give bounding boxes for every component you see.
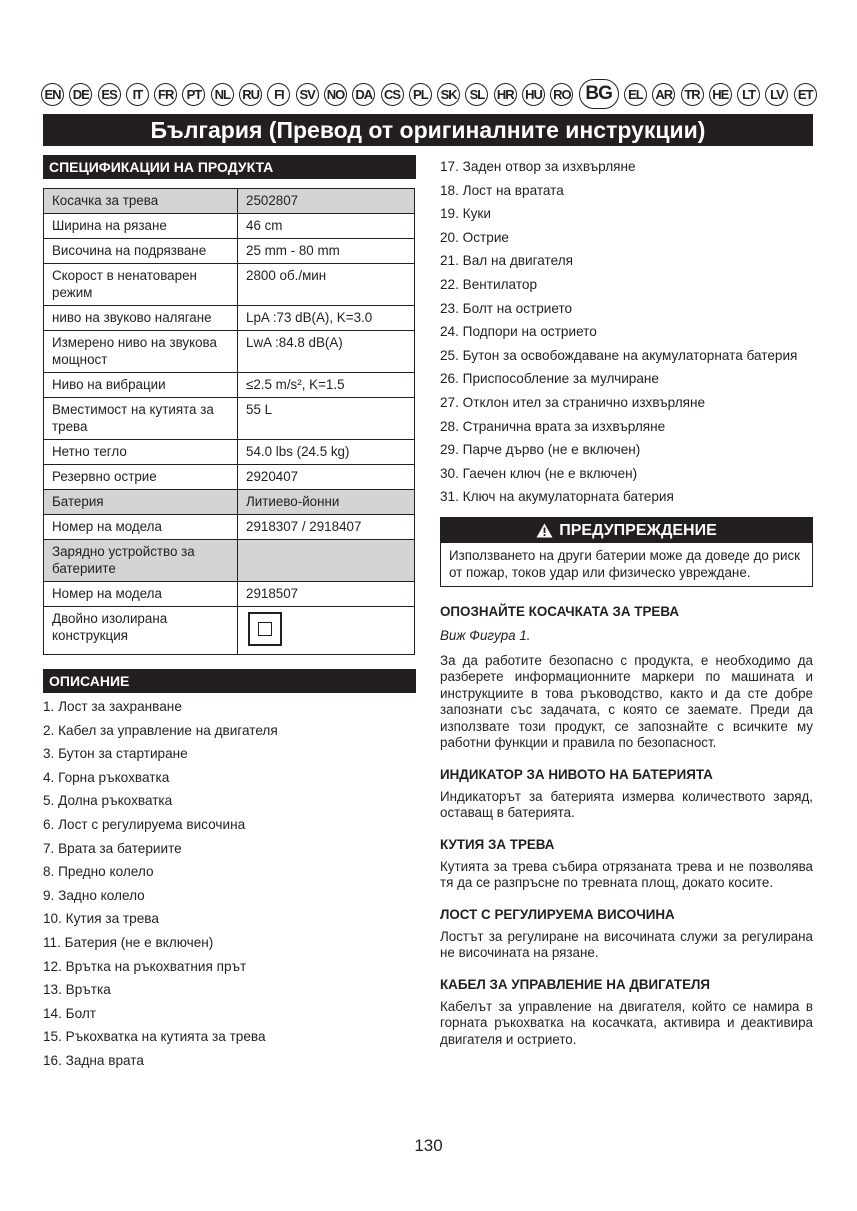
list-item: 7. Врата за батериите [43, 840, 182, 856]
language-badge-it: IT [126, 83, 149, 106]
language-badge-pl: PL [409, 83, 432, 106]
language-badge-he: HE [709, 83, 732, 106]
spec-row [44, 373, 415, 398]
parts-list-left [43, 698, 416, 1069]
spec-row [44, 214, 415, 239]
list-item: 22. Вентилатор [440, 276, 538, 292]
spec-value: 54.0 lbs (24.5 kg) [238, 440, 415, 465]
section-text: За да работите безопасно с продукта, е необходимо да разберете информационните маркери по машината и инструкциите в това ръководство, както и да сте добре запознати със задачата, с която се заемате. Преди да използвате този продукт, се запознайте с всичките му работни функции и правила по безопасност. [440, 652, 813, 751]
spec-row [44, 189, 415, 214]
spec-row [44, 398, 415, 440]
language-badge-sl: SL [465, 83, 488, 106]
spec-row [44, 239, 415, 264]
language-badge-ro: RO [550, 83, 573, 106]
list-item: 26. Приспособление за мулчиране [440, 371, 659, 387]
list-item: 24. Подпори на острието [440, 324, 597, 340]
list-item: 27. Отклон ител за странично изхвърляне [440, 394, 706, 410]
list-item: 23. Болт на острието [440, 300, 573, 316]
spec-row [44, 490, 415, 515]
language-badge-fi: FI [267, 83, 290, 106]
language-badge-lv: LV [765, 83, 788, 106]
spec-label: Резервно острие [44, 465, 238, 490]
spec-label: Номер на модела [44, 515, 238, 540]
warning-text: Използването на други батерии може да доведе до риск от пожар, токов удар или физическо увреждане. [449, 548, 801, 581]
page-number: 130 [414, 1136, 443, 1155]
spec-row [44, 331, 415, 373]
figure-reference: Виж Фигура 1. [440, 628, 531, 644]
spec-value: 2920407 [238, 465, 415, 490]
spec-row [44, 465, 415, 490]
list-item: 2. Кабел за управление на двигателя [43, 722, 278, 738]
language-badge-de: DE [69, 83, 92, 106]
description-heading: ОПИСАНИЕ [43, 669, 416, 693]
spec-label: Двойно изолирана конструкция [44, 607, 238, 655]
specs-heading: СПЕЦИФИКАЦИИ НА ПРОДУКТА [43, 155, 416, 179]
language-badge-es: ES [98, 83, 121, 106]
right-column [440, 155, 813, 1048]
spec-label: Вместимост на кутията за трева [44, 398, 238, 440]
spec-label: Косачка за трева [44, 189, 238, 214]
list-item: 13. Врътка [43, 982, 111, 998]
list-item: 19. Куки [440, 206, 491, 222]
list-item: 20. Острие [440, 229, 509, 245]
spec-row [44, 607, 415, 655]
spec-value: LwA :84.8 dB(A) [238, 331, 415, 373]
list-item: 21. Вал на двигателя [440, 253, 573, 269]
section-heading: ОПОЗНАЙТЕ КОСАЧКАТА ЗА ТРЕВА [440, 604, 680, 620]
spec-value: 55 L [238, 398, 415, 440]
specs-table [43, 188, 415, 655]
spec-value: 2918507 [238, 582, 415, 607]
section-heading: ИНДИКАТОР ЗА НИВОТО НА БАТЕРИЯТА [440, 766, 713, 782]
language-badge-no: NO [324, 83, 347, 106]
spec-row [44, 306, 415, 331]
spec-row [44, 264, 415, 306]
parts-list-right [440, 158, 813, 505]
language-badge-et: ET [794, 83, 817, 106]
language-badge-ar: AR [652, 83, 675, 106]
spec-label: Батерия [44, 490, 238, 515]
spec-row [44, 582, 415, 607]
list-item: 9. Задно колело [43, 887, 145, 903]
section-text: Кутията за трева събира отрязаната трева и не позволява тя да се разпръсне по тревната площ, докато косите. [440, 858, 813, 891]
list-item: 15. Ръкохватка на кутията за трева [43, 1029, 266, 1045]
language-badge-sv: SV [296, 83, 319, 106]
language-badge-pt: PT [182, 83, 205, 106]
spec-label: Нетно тегло [44, 440, 238, 465]
language-badge-tr: TR [681, 83, 704, 106]
list-item: 30. Гаечен ключ (не е включен) [440, 465, 638, 481]
language-badge-cs: CS [381, 83, 404, 106]
spec-value [238, 607, 415, 655]
warning-title: ПРЕДУПРЕЖДЕНИЕ [559, 521, 717, 539]
spec-value: ≤2.5 m/s², K=1.5 [238, 373, 415, 398]
section-text: Кабелът за управление на двигателя, който се намира в горната ръкохватка на косачката, активира и деактивира двигателя и острието. [440, 998, 813, 1047]
spec-label: Зарядно устройство за батериите [44, 540, 238, 582]
list-item: 14. Болт [43, 1005, 97, 1021]
language-selector [41, 80, 817, 108]
language-badge-hu: HU [522, 83, 545, 106]
list-item: 12. Врътка на ръкохватния прът [43, 958, 247, 974]
list-item: 17. Заден отвор за изхвърляне [440, 159, 636, 174]
list-item: 6. Лост с регулируема височина [43, 816, 246, 832]
spec-label: Измерено ниво на звукова мощност [44, 331, 238, 373]
language-badge-ru: RU [239, 83, 262, 106]
spec-row [44, 440, 415, 465]
section-text: Лостът за регулиране на височината служи за регулирана не височината на рязане. [440, 928, 813, 961]
list-item: 28. Странична врата за изхвърляне [440, 418, 666, 434]
spec-label: ниво на звуково налягане [44, 306, 238, 331]
warning-header [441, 518, 812, 543]
language-badge-hr: HR [494, 83, 517, 106]
spec-label: Скорост в ненатоварен режим [44, 264, 238, 306]
spec-label: Номер на модела [44, 582, 238, 607]
spec-row [44, 540, 415, 582]
spec-value: 2800 об./мин [238, 264, 415, 306]
spec-label: Височина на подрязване [44, 239, 238, 264]
list-item: 16. Задна врата [43, 1052, 144, 1068]
list-item: 18. Лост на вратата [440, 182, 564, 198]
list-item: 29. Парче дърво (не е включен) [440, 442, 641, 458]
warning-triangle-icon [536, 523, 553, 538]
spec-label: Ниво на вибрации [44, 373, 238, 398]
spec-value: 46 cm [238, 214, 415, 239]
section-text: Индикаторът за батерията измерва количеството заряд, оставащ в батерията. [440, 788, 813, 821]
list-item: 31. Ключ на акумулаторната батерия [440, 489, 674, 505]
warning-box [440, 517, 813, 587]
language-badge-lt: LT [737, 83, 760, 106]
language-badge-sk: SK [437, 83, 460, 106]
left-column [43, 155, 416, 1076]
spec-value: Литиево-йонни [238, 490, 415, 515]
double-insulation-icon [248, 612, 282, 646]
spec-value: 25 mm - 80 mm [238, 239, 415, 264]
language-badge-fr: FR [154, 83, 177, 106]
spec-label: Ширина на рязане [44, 214, 238, 239]
spec-value: 2502807 [238, 189, 415, 214]
list-item: 11. Батерия (не е включен) [43, 934, 214, 950]
spec-row [44, 515, 415, 540]
page-title: България (Превод от оригиналните инструкции) [43, 114, 813, 146]
language-badge-da: DA [352, 83, 375, 106]
spec-value: 2918307 / 2918407 [238, 515, 415, 540]
spec-value: LpA :73 dB(A), K=3.0 [238, 306, 415, 331]
list-item: 25. Бутон за освобождаване на акумулаторната батерия [440, 347, 798, 363]
section-heading: КАБЕЛ ЗА УПРАВЛЕНИЕ НА ДВИГАТЕЛЯ [440, 976, 711, 992]
language-badge-en: EN [41, 83, 64, 106]
list-item: 5. Долна ръкохватка [43, 793, 173, 809]
list-item: 10. Кутия за трева [43, 911, 159, 927]
spec-value [238, 540, 415, 582]
language-badge-bg: BG [579, 79, 619, 109]
language-badge-nl: NL [211, 83, 234, 106]
section-heading: КУТИЯ ЗА ТРЕВА [440, 836, 555, 852]
list-item: 1. Лост за захранване [43, 699, 182, 714]
list-item: 4. Горна ръкохватка [43, 769, 170, 785]
language-badge-el: EL [624, 83, 647, 106]
list-item: 8. Предно колело [43, 864, 154, 880]
list-item: 3. Бутон за стартиране [43, 746, 188, 762]
section-heading: ЛОСТ С РЕГУЛИРУЕМА ВИСОЧИНА [440, 906, 675, 922]
